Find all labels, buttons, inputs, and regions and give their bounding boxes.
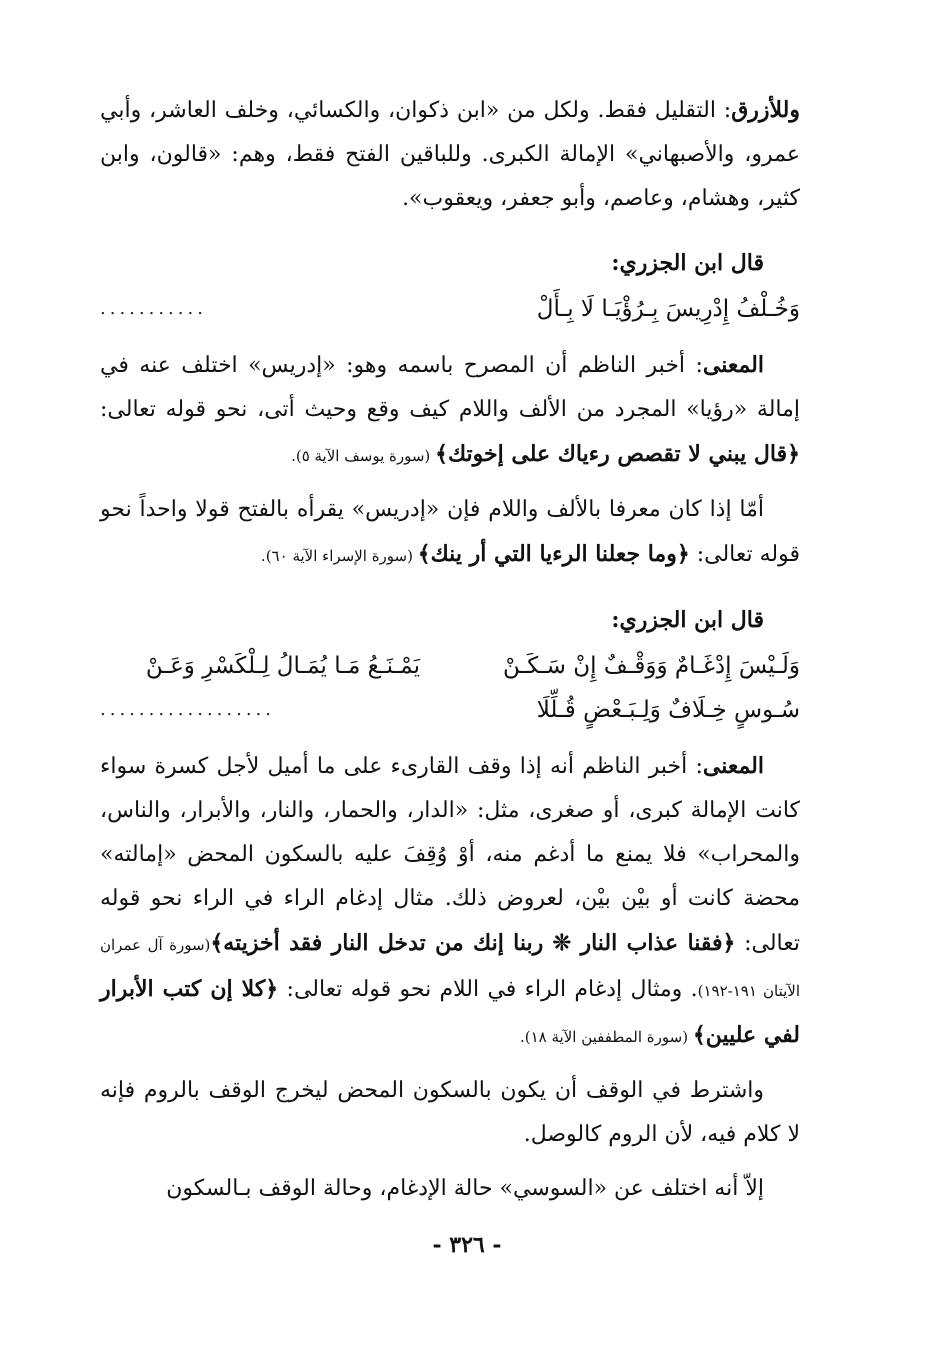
verse-1 xyxy=(100,287,800,331)
paragraph-2 xyxy=(100,343,800,478)
verse-2-line-1-right: وَلَـيْسَ إِدْغَـامٌ وَوَقْـفٌ إِنْ سَـكَـنْ xyxy=(502,653,800,679)
paragraph-6: إلاّ أنه اختلف عن «السوسي» حالة الإدغام، وحالة الوقف بـالسكون xyxy=(166,1176,764,1201)
paragraph-3-ref: (سورة الإسراء الآية ٦٠). xyxy=(260,547,418,565)
verse-2-line-2-left: .................. xyxy=(100,699,275,720)
section-heading-2: قال ابن الجزري: xyxy=(611,607,764,633)
paragraph-1-text: : التقليل فقط. ولكل من «ابن ذكوان، والكسائي، وخلف العاشر، وأبي عمرو، والأصبهاني» الإمالة الكبرى. وللباقين الفتح فقط، وهم: «قالون، وابن كثير، وهشام، وعاصم، وأبو جعفر، ويعقوب». xyxy=(100,98,800,211)
paragraph-4 xyxy=(100,744,800,1059)
paragraph-4-quote-1: ﴿فقنا عذاب النار ❊ ربنا إنك من تدخل النار فقد أخزيته﴾ xyxy=(210,930,736,956)
paragraph-4-text-1: : أخبر الناظم أنه إذا وقف القارىء على ما أميل لأجل كسرة سواء كانت الإمالة كبرى، أو صغرى، مثل: «الدار، والحمار، والنار، والأبرار، والناس، والمحراب» فلا يمنع ما أدغم منه، أوْ وُقِفَ عليه بالسكون المحض «إمالته» محضة كانت أو بيْن بيْن، لعروض ذلك. مثال إدغام الراء في الراء نحو قوله تعالى: xyxy=(100,754,800,956)
verse-1-left: ........... xyxy=(100,298,207,319)
verse-1-right: وَخُـلْفُ إِدْرِيسَ بِـرُؤْيَـا لَا بِـأَلْ xyxy=(536,296,800,322)
paragraph-4-ref-1: (سورة آل عمران الآيتان ١٩١-١٩٢) xyxy=(100,936,801,1000)
paragraph-4-ref-2: (سورة المطففين الآية ١٨). xyxy=(519,1028,693,1046)
page-body xyxy=(100,88,800,1221)
paragraph-5: واشترط في الوقف أن يكون بالسكون المحض ليخرج الوقف بالروم فإنه لا كلام فيه، لأن الروم كالوصل. xyxy=(100,1078,800,1147)
paragraph-3 xyxy=(100,488,800,578)
paragraph-4-quote-2: ﴿كلا إن كتب الأبرار لفي عليين﴾ xyxy=(100,976,800,1048)
paragraph-2-ref: (سورة يوسف الآية ٥). xyxy=(291,447,436,465)
page-number: - ٣٢٦ - xyxy=(432,1232,502,1258)
verse-2-line-1 xyxy=(100,644,800,688)
paragraph-1 xyxy=(100,88,800,221)
verse-2-line-1-left: يَمْـنَـعُ مَـا يُمَـالُ لِـلْكَسْرِ وَعَـنْ xyxy=(145,653,420,679)
verse-2-line-2-right: سُـوسٍ خِـلَافٌ وَلِـبَـعْضٍ قُـلِّلَا xyxy=(536,697,800,723)
paragraph-4-text-2: . ومثال إدغام الراء في اللام نحو قوله تعالى: xyxy=(278,977,698,1002)
paragraph-2-text: : أخبر الناظم أن المصرح باسمه وهو: «إدريس» اختلف عنه في إمالة «رؤيا» المجرد من الألف واللام كيف وقع وحيث أتى، نحو قوله تعالى: xyxy=(100,353,800,422)
paragraph-4-lead: المعنى xyxy=(702,753,764,779)
paragraph-3-quote: ﴿وما جعلنا الرءيا التي أر ينك﴾ xyxy=(417,541,690,567)
section-heading-1: قال ابن الجزري: xyxy=(611,250,764,276)
paragraph-1-lead: وللأزرق xyxy=(731,97,800,123)
paragraph-2-quote: ﴿قال يبني لا تقصص رءياك على إخوتك﴾ xyxy=(435,441,800,467)
paragraph-2-lead: المعنى xyxy=(702,352,764,378)
verse-2-line-2 xyxy=(100,688,800,732)
paragraph-3-text: أمّا إذا كان معرفا بالألف واللام فإن «إدريس» يقرأه بالفتح قولا واحداً نحو قوله تعالى: xyxy=(100,497,800,567)
